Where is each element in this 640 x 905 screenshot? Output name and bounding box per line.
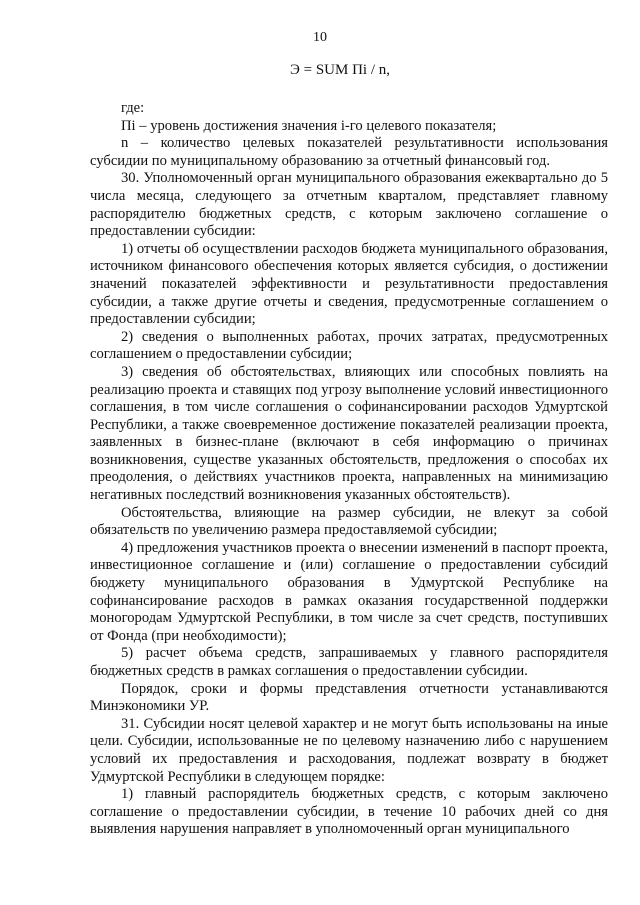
paragraph-subitem-1: 1) отчеты об осуществлении расходов бюджета муниципального образования, источником финансового обеспечения которых является субсидия, о достижении значений показателей эффективности и результативности предоставления субсидии, а также другие отчеты и сведения, предусмотренные соглашением о предоставлении субсидии; <box>90 240 608 328</box>
formula: Э = SUM Пi / n, <box>289 62 391 78</box>
paragraph-reporting-procedure: Порядок, сроки и формы представления отчетности устанавливаются Минэкономики УР. <box>90 680 608 715</box>
paragraph-item-31: 31. Субсидии носят целевой характер и не могут быть использованы на иные цели. Субсидии, использованные не по целевому назначению либо с нарушением условий их предоставления и расходования, подлежат возврату в бюджет Удмуртской Республики в следующем порядке: <box>90 715 608 785</box>
page-number: 10 <box>313 30 327 45</box>
paragraph-subitem-3: 3) сведения об обстоятельствах, влияющих или способных повлиять на реализацию проекта и ставящих под угрозу выполнение условий инвестиционного соглашения, в том числе соглашения о софинансировании расходов Удмуртской Республики, а также своевременное достижение показателей реализации проекта, заявленных в бизнес-плане (включают в себя информацию о причинах возникновения, существе указанных обстоятельств, предложения о способах их преодоления, о действиях участников проекта, направленных на минимизацию негативных последствий возникновения указанных обстоятельств). <box>90 363 608 504</box>
paragraph-item-31-subitem-1: 1) главный распорядитель бюджетных средств, с которым заключено соглашение о предоставлении субсидии, в течение 10 рабочих дней со дня выявления нарушения направляет в уполномоченный орган муниципального <box>90 786 608 838</box>
paragraph-item-30: 30. Уполномоченный орган муниципального образования ежеквартально до 5 числа месяца, следующего за отчетным кварталом, представляет главному распорядителю бюджетных средств, с которым заключено соглашение о предоставлении субсидии: <box>90 170 608 240</box>
paragraph-subitem-2: 2) сведения о выполненных работах, прочих затратах, предусмотренных соглашением о предоставлении субсидии; <box>90 328 608 363</box>
paragraph-subitem-4: 4) предложения участников проекта о внесении изменений в паспорт проекта, инвестиционное соглашение и (или) соглашение о предоставлении субсидий бюджету муниципального образования в Удмуртской Республике на софинансирование расходов в рамках оказания государственной поддержки моногородам Удмуртской Республики, в том числе за счет средств, поступивших от Фонда (при необходимости); <box>90 539 608 644</box>
paragraph-where: где: <box>121 100 145 116</box>
document-body <box>90 100 608 839</box>
paragraph-definition-n: n – количество целевых показателей результативности использования субсидии по муниципальному образованию за отчетный финансовый год. <box>90 135 608 169</box>
paragraph-circumstances: Обстоятельства, влияющие на размер субсидии, не влекут за собой обязательств по увеличению размера предоставляемой субсидии; <box>90 504 608 539</box>
paragraph-definition-p: Пi – уровень достижения значения i-го целевого показателя; <box>121 117 497 134</box>
paragraph-subitem-5: 5) расчет объема средств, запрашиваемых у главного распорядителя бюджетных средств в рамках соглашения о предоставлении субсидии. <box>90 645 608 679</box>
